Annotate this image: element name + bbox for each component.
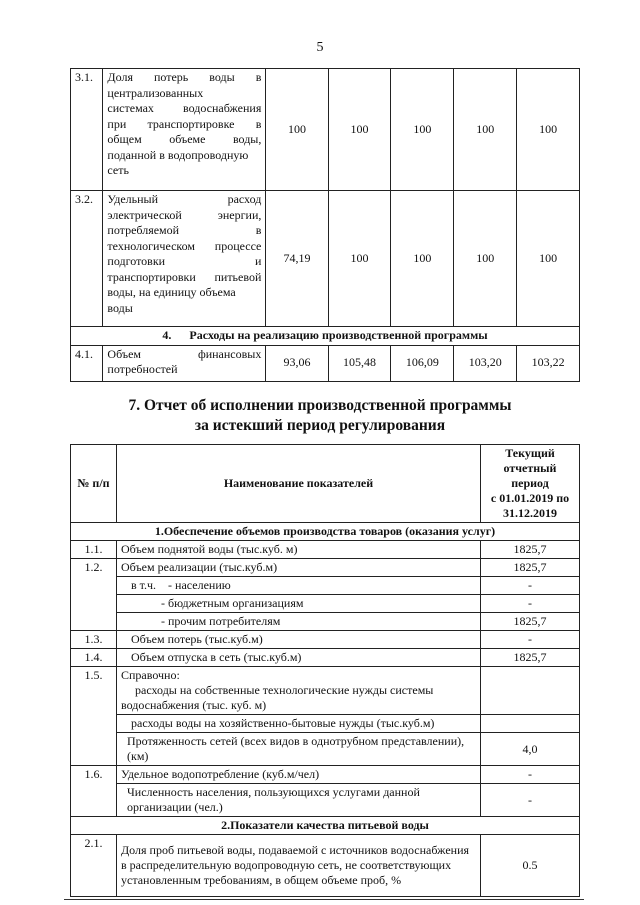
row-name-line: Справочно: [121, 668, 180, 682]
header-row [71, 445, 580, 523]
name-line: потребностей [107, 362, 178, 376]
page-number: 5 [316, 40, 324, 55]
name-line: потребляемой в [107, 223, 262, 237]
value-cell: 4,0 [481, 733, 580, 766]
name-line: при транспортировке в [107, 116, 262, 131]
header-period [481, 445, 580, 523]
row-name: расходы воды на хозяйственно-бытовые нужды (тыс.куб.м) [117, 715, 481, 733]
name-line: общем объеме воды, [107, 132, 262, 146]
name-line: электрической энергии, [107, 207, 262, 222]
value-cell: 105,48 [328, 345, 391, 381]
value-cell: 100 [328, 69, 391, 191]
name-line: Удельный расход [107, 192, 262, 206]
row-number: 4.1. [71, 345, 103, 381]
value-cell: 100 [391, 69, 454, 191]
row-number: 3.2. [71, 191, 103, 327]
table-row [71, 577, 580, 595]
row-name [103, 69, 266, 191]
value-cell: - [481, 784, 580, 817]
row-name: Объем реализации (тыс.куб.м) [117, 559, 481, 577]
header-line: Текущий [505, 446, 555, 460]
value-cell: - [481, 631, 580, 649]
table-row [71, 766, 580, 784]
value-cell: 1825,7 [481, 541, 580, 559]
value-cell: 100 [266, 69, 328, 191]
value-cell: 100 [454, 191, 517, 327]
row-name: - бюджетным организациям [117, 595, 481, 613]
table-row [71, 835, 580, 897]
header-line: с 01.01.2019 по [490, 491, 570, 505]
value-cell: 0.5 [481, 835, 580, 897]
row-number: 1.3. [71, 631, 117, 649]
name-line: поданной в водопроводную [107, 147, 249, 162]
table-row [71, 69, 580, 191]
row-number: 2.1. [71, 835, 117, 897]
row-name: Доля проб питьевой воды, подаваемой с источников водоснабжения в распределительную водопроводную сеть, не соответствующих установленным требованиям, в общем объеме проб, % [117, 835, 481, 897]
table-row [71, 613, 580, 631]
table-row [71, 631, 580, 649]
value-cell: 100 [328, 191, 391, 327]
header-name: Наименование показателей [117, 445, 481, 523]
row-name: в т.ч. - населению [117, 577, 481, 595]
row-name [103, 345, 266, 381]
name-line: Доля потерь воды в [107, 70, 262, 84]
header-line: отчетный период [503, 461, 557, 490]
value-cell: 100 [391, 191, 454, 327]
value-cell: 1825,7 [481, 649, 580, 667]
value-cell: 103,20 [454, 345, 517, 381]
table-row [71, 784, 580, 817]
table-row [71, 541, 580, 559]
row-name: Протяженность сетей (всех видов в однотрубном представлении), (км) [117, 733, 481, 766]
section-row [71, 817, 580, 835]
indicators-table-continued [70, 68, 580, 382]
name-line: централизованных [107, 85, 204, 100]
report-table [70, 444, 580, 897]
name-line: транспортировки питьевой [107, 269, 262, 284]
name-line: сеть [107, 163, 129, 177]
table-row [71, 649, 580, 667]
section-heading: 1.Обеспечение объемов производства товаров (оказания услуг) [71, 523, 580, 541]
header-line: 31.12.2019 [503, 506, 557, 520]
section-title-line: 7. Отчет об исполнении производственной программы [128, 397, 512, 414]
value-cell [481, 715, 580, 733]
header-num: № п/п [71, 445, 117, 523]
name-line: технологическом процессе [107, 238, 262, 253]
value-cell: 100 [517, 191, 580, 327]
section-number: 4. [162, 328, 172, 342]
value-cell: - [481, 766, 580, 784]
value-cell: 106,09 [391, 345, 454, 381]
section-row [71, 327, 580, 346]
row-name: Объем отпуска в сеть (тыс.куб.м) [117, 649, 481, 667]
section-title-line: за истекший период регулирования [194, 417, 446, 434]
row-number: 1.6. [71, 766, 117, 817]
table-row [71, 595, 580, 613]
value-cell: - [481, 595, 580, 613]
section-title [0, 396, 640, 436]
row-name: Удельное водопотребление (куб.м/чел) [117, 766, 481, 784]
page-bottom-rule [64, 899, 584, 900]
table-row [71, 345, 580, 381]
row-name [117, 667, 481, 715]
value-cell: 100 [454, 69, 517, 191]
value-cell: 100 [517, 69, 580, 191]
row-number: 1.4. [71, 649, 117, 667]
row-number: 1.1. [71, 541, 117, 559]
name-line: подготовки и [107, 254, 262, 268]
table-row [71, 667, 580, 715]
name-line: воды, на единицу объема [107, 285, 236, 299]
value-cell: 103,22 [517, 345, 580, 381]
value-cell: 1825,7 [481, 559, 580, 577]
section-label: Расходы на реализацию производственной программы [189, 328, 488, 342]
value-cell: - [481, 577, 580, 595]
row-name: Объем потерь (тыс.куб.м) [117, 631, 481, 649]
name-line: Объем финансовых [107, 346, 262, 361]
row-name: Численность населения, пользующихся услугами данной организации (чел.) [117, 784, 481, 817]
section-row [71, 523, 580, 541]
table-row [71, 715, 580, 733]
row-name-line: расходы на собственные технологические нужды системы водоснабжения (тыс. куб. м) [121, 683, 434, 712]
row-number: 3.1. [71, 69, 103, 191]
name-line: воды [107, 300, 133, 315]
row-name: Объем поднятой воды (тыс.куб. м) [117, 541, 481, 559]
section-heading: 2.Показатели качества питьевой воды [71, 817, 580, 835]
table-row [71, 191, 580, 327]
value-cell: 74,19 [266, 191, 328, 327]
row-name: - прочим потребителям [117, 613, 481, 631]
row-name [103, 191, 266, 327]
value-cell [481, 667, 580, 715]
section-heading [71, 327, 580, 346]
value-cell: 93,06 [266, 345, 328, 381]
value-cell: 1825,7 [481, 613, 580, 631]
row-number: 1.5. [71, 667, 117, 766]
row-number: 1.2. [71, 559, 117, 631]
name-line: системах водоснабжения [107, 101, 262, 115]
table-row [71, 559, 580, 577]
table-row [71, 733, 580, 766]
